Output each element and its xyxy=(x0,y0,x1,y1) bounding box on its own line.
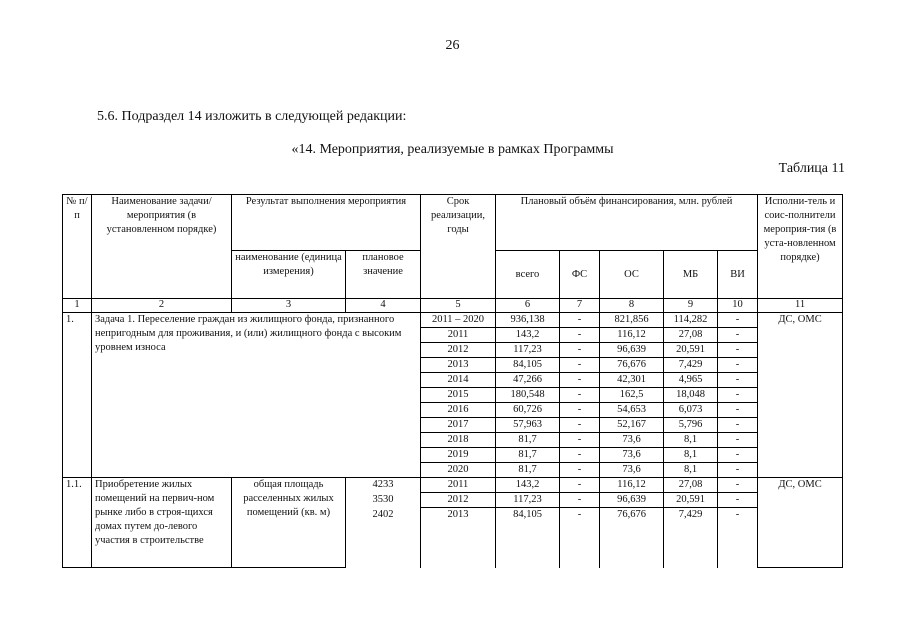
os-cell: 96,639 xyxy=(600,343,664,358)
total-cell: 143,2 xyxy=(496,478,560,493)
fs-cell: - xyxy=(560,343,600,358)
fs-cell: - xyxy=(560,403,600,418)
vi-cell: - xyxy=(718,343,758,358)
section-heading: «14. Мероприятия, реализуемые в рамках Программы xyxy=(291,142,614,157)
mb-cell: 8,1 xyxy=(664,463,718,478)
total-cell: 84,105 xyxy=(496,508,560,568)
os-cell: 52,167 xyxy=(600,418,664,433)
mb-cell: 20,591 xyxy=(664,343,718,358)
header-term: Срок реализации, годы xyxy=(421,195,496,299)
mb-cell: 20,591 xyxy=(664,493,718,508)
plan-value-cell: 3530 xyxy=(346,493,421,508)
total-cell: 143,2 xyxy=(496,328,560,343)
fs-cell: - xyxy=(560,448,600,463)
year-cell: 2012 xyxy=(421,493,496,508)
header-result: Результат выполнения мероприятия xyxy=(232,195,421,251)
total-cell: 81,7 xyxy=(496,433,560,448)
os-cell: 116,12 xyxy=(600,478,664,493)
mb-cell: 27,08 xyxy=(664,478,718,493)
fs-cell: - xyxy=(560,313,600,328)
col-number: 5 xyxy=(421,299,496,313)
measures-table xyxy=(62,194,843,568)
mb-cell: 7,429 xyxy=(664,508,718,568)
header-result-name: наименование (единица измерения) xyxy=(232,251,346,299)
os-cell: 73,6 xyxy=(600,463,664,478)
task-name: Задача 1. Переселение граждан из жилищного фонда, признанного непригодным для проживания, и (или) жилищного фонда с высоким уровнем износа xyxy=(92,313,421,478)
table-row xyxy=(63,313,843,328)
item-number: 1.1. xyxy=(63,478,92,568)
table-row xyxy=(63,478,843,493)
col-number: 1 xyxy=(63,299,92,313)
header-total: всего xyxy=(496,251,560,299)
total-cell: 936,138 xyxy=(496,313,560,328)
mb-cell: 8,1 xyxy=(664,433,718,448)
os-cell: 76,676 xyxy=(600,358,664,373)
os-cell: 821,856 xyxy=(600,313,664,328)
total-cell: 81,7 xyxy=(496,448,560,463)
result-name: общая площадь расселенных жилых помещений (кв. м) xyxy=(232,478,346,568)
os-cell: 73,6 xyxy=(600,433,664,448)
year-cell: 2011 – 2020 xyxy=(421,313,496,328)
mb-cell: 4,965 xyxy=(664,373,718,388)
os-cell: 116,12 xyxy=(600,328,664,343)
header-vi: ВИ xyxy=(718,251,758,299)
total-cell: 117,23 xyxy=(496,343,560,358)
vi-cell: - xyxy=(718,448,758,463)
col-number: 3 xyxy=(232,299,346,313)
header-financing: Плановый объём финансирования, млн. рублей xyxy=(496,195,758,251)
vi-cell: - xyxy=(718,313,758,328)
year-cell: 2020 xyxy=(421,463,496,478)
table-label: Таблица 11 xyxy=(778,161,845,176)
executor-cell: ДС, ОМС xyxy=(758,478,843,568)
mb-cell: 18,048 xyxy=(664,388,718,403)
mb-cell: 114,282 xyxy=(664,313,718,328)
vi-cell: - xyxy=(718,328,758,343)
vi-cell: - xyxy=(718,418,758,433)
executor-cell: ДС, ОМС xyxy=(758,313,843,478)
year-cell: 2011 xyxy=(421,478,496,493)
vi-cell: - xyxy=(718,358,758,373)
os-cell: 96,639 xyxy=(600,493,664,508)
vi-cell: - xyxy=(718,433,758,448)
header-num: № п/п xyxy=(63,195,92,299)
col-number: 11 xyxy=(758,299,843,313)
col-number: 10 xyxy=(718,299,758,313)
year-cell: 2013 xyxy=(421,508,496,568)
header-os: ОС xyxy=(600,251,664,299)
fs-cell: - xyxy=(560,358,600,373)
mb-cell: 5,796 xyxy=(664,418,718,433)
fs-cell: - xyxy=(560,418,600,433)
fs-cell: - xyxy=(560,373,600,388)
task-number: 1. xyxy=(63,313,92,478)
col-number: 8 xyxy=(600,299,664,313)
column-numbers-row xyxy=(63,299,843,313)
page-number: 26 xyxy=(445,38,460,53)
header-name: Наименование задачи/мероприятия (в установленном порядке) xyxy=(92,195,232,299)
year-cell: 2019 xyxy=(421,448,496,463)
fs-cell: - xyxy=(560,493,600,508)
header-executors: Исполни-тель и соис-полнители мероприя-тия (в уста-новленном порядке) xyxy=(758,195,843,299)
vi-cell: - xyxy=(718,478,758,493)
total-cell: 81,7 xyxy=(496,463,560,478)
os-cell: 162,5 xyxy=(600,388,664,403)
col-number: 7 xyxy=(560,299,600,313)
year-cell: 2012 xyxy=(421,343,496,358)
os-cell: 42,301 xyxy=(600,373,664,388)
mb-cell: 8,1 xyxy=(664,448,718,463)
fs-cell: - xyxy=(560,433,600,448)
plan-value-cell: 4233 xyxy=(346,478,421,493)
year-cell: 2018 xyxy=(421,433,496,448)
mb-cell: 7,429 xyxy=(664,358,718,373)
header-mb: МБ xyxy=(664,251,718,299)
col-number: 9 xyxy=(664,299,718,313)
vi-cell: - xyxy=(718,493,758,508)
fs-cell: - xyxy=(560,478,600,493)
item-name: Приобретение жилых помещений на первич-ном рынке либо в строя-щихся домах путем до-левого участия в строительстве xyxy=(92,478,232,568)
mb-cell: 27,08 xyxy=(664,328,718,343)
year-cell: 2016 xyxy=(421,403,496,418)
total-cell: 60,726 xyxy=(496,403,560,418)
mb-cell: 6,073 xyxy=(664,403,718,418)
vi-cell: - xyxy=(718,388,758,403)
plan-value-cell: 2402 xyxy=(346,508,421,568)
year-cell: 2011 xyxy=(421,328,496,343)
total-cell: 47,266 xyxy=(496,373,560,388)
col-number: 6 xyxy=(496,299,560,313)
fs-cell: - xyxy=(560,508,600,568)
year-cell: 2013 xyxy=(421,358,496,373)
vi-cell: - xyxy=(718,403,758,418)
col-number: 4 xyxy=(346,299,421,313)
fs-cell: - xyxy=(560,328,600,343)
total-cell: 84,105 xyxy=(496,358,560,373)
fs-cell: - xyxy=(560,463,600,478)
vi-cell: - xyxy=(718,508,758,568)
vi-cell: - xyxy=(718,373,758,388)
fs-cell: - xyxy=(560,388,600,403)
header-result-plan: плановое значение xyxy=(346,251,421,299)
col-number: 2 xyxy=(92,299,232,313)
vi-cell: - xyxy=(718,463,758,478)
intro-text: 5.6. Подраздел 14 изложить в следующей редакции: xyxy=(97,109,407,124)
total-cell: 117,23 xyxy=(496,493,560,508)
os-cell: 73,6 xyxy=(600,448,664,463)
os-cell: 76,676 xyxy=(600,508,664,568)
year-cell: 2014 xyxy=(421,373,496,388)
os-cell: 54,653 xyxy=(600,403,664,418)
header-fs: ФС xyxy=(560,251,600,299)
year-cell: 2015 xyxy=(421,388,496,403)
total-cell: 180,548 xyxy=(496,388,560,403)
total-cell: 57,963 xyxy=(496,418,560,433)
year-cell: 2017 xyxy=(421,418,496,433)
